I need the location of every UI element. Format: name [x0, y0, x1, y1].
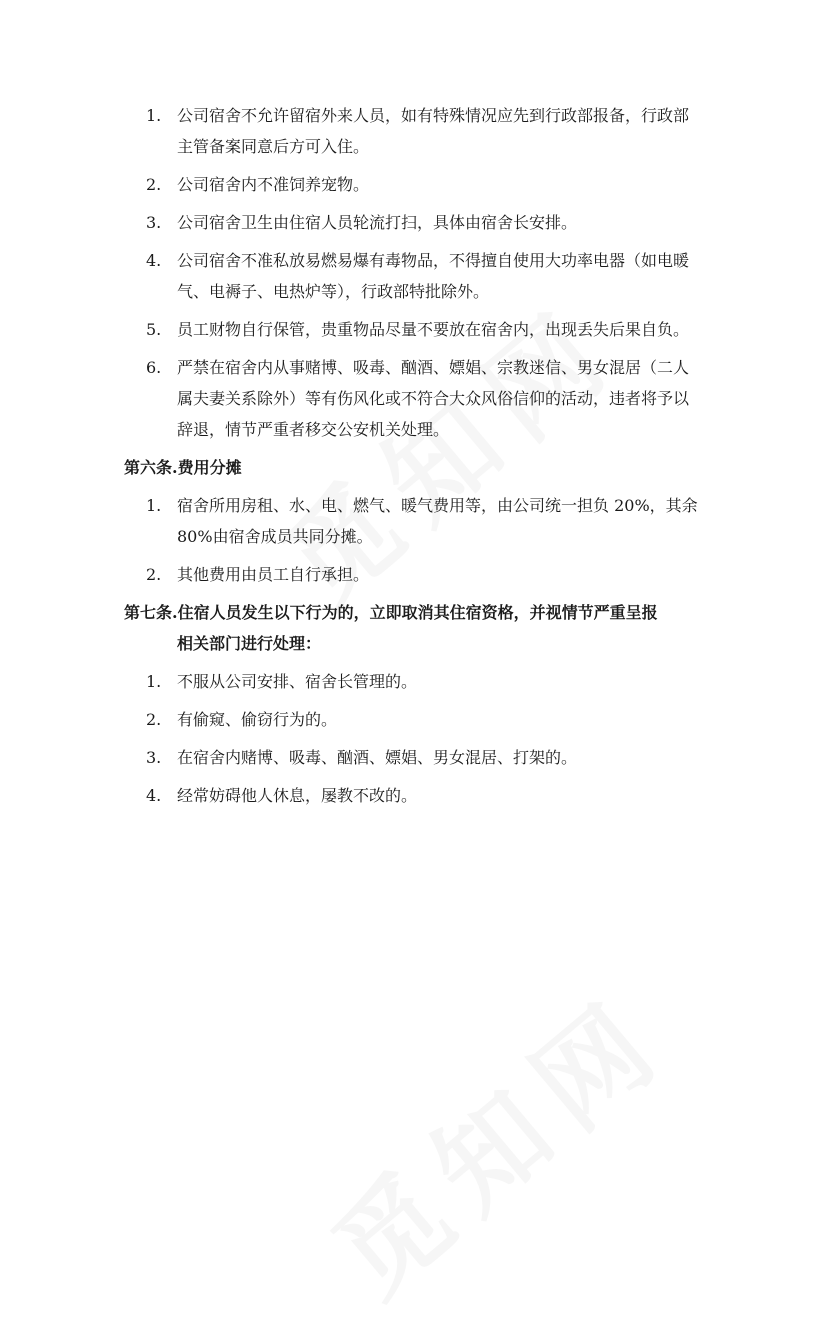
section-heading: 第六条.费用分摊 — [124, 458, 242, 477]
list-item: 6. 严禁在宿舍内从事赌博、吸毒、酗酒、嫖娼、宗教迷信、男女混居（二人属夫妻关系除外）等有伤风化或不符合大众风俗信仰的活动，违者将予以辞退，情节严重者移交公安机关处理。 — [146, 358, 690, 439]
watermark — [295, 953, 695, 1325]
list-item: 5. 员工财物自行保管，贵重物品尽量不要放在宿舍内，出现丢失后果自负。 — [146, 320, 690, 339]
list-item: 4. 公司宿舍不准私放易燃易爆有毒物品，不得擅自使用大功率电器（如电暖气、电褥子、电热炉等），行政部特批除外。 — [146, 251, 690, 301]
list-item: 2. 有偷窥、偷窃行为的。 — [146, 710, 338, 729]
list-item: 3. 公司宿舍卫生由住宿人员轮流打扫，具体由宿舍长安排。 — [146, 213, 578, 232]
list-item: 1. 不服从公司安排、宿舍长管理的。 — [146, 672, 418, 691]
list-item: 2. 公司宿舍内不准饲养宠物。 — [146, 175, 370, 194]
list-item: 3. 在宿舍内赌博、吸毒、酗酒、嫖娼、男女混居、打架的。 — [146, 748, 578, 767]
list-item: 1. 宿舍所用房租、水、电、燃气、暖气费用等，由公司统一担负 20%，其余 80%由宿舍成员共同分摊。 — [146, 496, 698, 546]
list-item: 2. 其他费用由员工自行承担。 — [146, 565, 370, 584]
list-item: 4. 经常妨碍他人休息，屡教不改的。 — [146, 786, 418, 805]
section-heading: 第七条.住宿人员发生以下行为的，立即取消其住宿资格，并视情节严重呈报 相关部门进行处理： — [124, 603, 658, 653]
document-content — [124, 100, 704, 818]
violation-list — [124, 666, 704, 811]
list-item: 1. 公司宿舍不允许留宿外来人员，如有特殊情况应先到行政部报备，行政部主管备案同意后方可入住。 — [146, 106, 690, 156]
cost-list — [124, 490, 704, 590]
rules-list — [124, 100, 704, 445]
